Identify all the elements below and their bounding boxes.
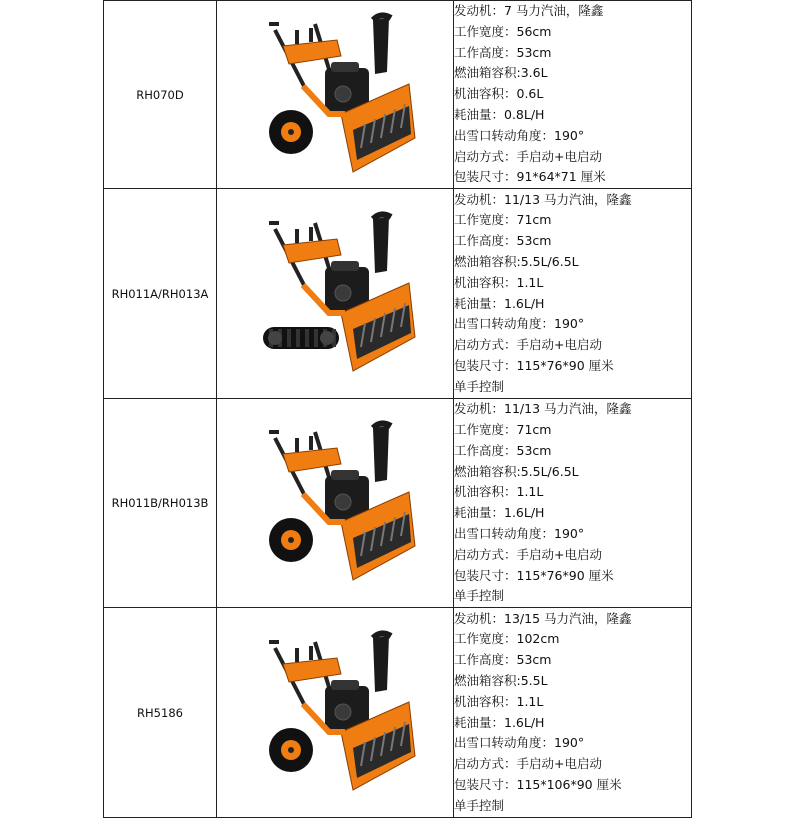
spec-line: 工作高度：53cm [454, 44, 552, 60]
spec-line: 启动方式：手启动+电启动 [454, 756, 602, 772]
photo-cell [217, 399, 454, 608]
snow-blower-wheeled-image [245, 418, 425, 588]
spec-line: 工作宽度：56cm [454, 23, 552, 39]
spec-line: 机油容积：1.1L [454, 274, 544, 290]
spec-line: 燃油箱容积:5.5L/6.5L [454, 254, 579, 270]
model-cell [104, 399, 217, 608]
spec-line: 工作高度：53cm [454, 233, 552, 249]
spec-line: 发动机：7 马力汽油，隆鑫 [454, 3, 604, 18]
spec-line: 单手控制 [454, 797, 505, 813]
table-row [104, 399, 692, 608]
model-cell [104, 189, 217, 399]
snow-blower-wheeled-image [245, 10, 425, 180]
model-name: RH011A/RH013A [111, 286, 209, 301]
snow-blower-wheeled-image [245, 628, 425, 798]
spec-line: 工作宽度：71cm [454, 421, 552, 437]
photo-cell [217, 189, 454, 399]
spec-line: 工作高度：53cm [454, 652, 552, 668]
spec-line: 机油容积：1.1L [454, 693, 544, 709]
spec-line: 燃油箱容积:5.5L [454, 673, 548, 689]
spec-line: 单手控制 [454, 588, 505, 604]
model-cell [104, 1, 217, 189]
model-name: RH5186 [137, 705, 183, 720]
spec-line: 耗油量：0.8L/H [454, 106, 545, 122]
spec-line: 启动方式：手启动+电启动 [454, 337, 602, 353]
specs-cell [454, 608, 692, 818]
spec-line: 发动机：11/13 马力汽油，隆鑫 [454, 191, 632, 207]
spec-line: 机油容积：1.1L [454, 484, 544, 500]
spec-line: 耗油量：1.6L/H [454, 714, 545, 730]
spec-line: 燃油箱容积:3.6L [454, 65, 548, 81]
table-row [104, 189, 692, 399]
spec-line: 出雪口转动角度：190° [454, 525, 585, 541]
photo-cell [217, 608, 454, 818]
spec-line: 工作高度：53cm [454, 442, 552, 458]
spec-line: 燃油箱容积:5.5L/6.5L [454, 463, 579, 479]
spec-line: 包装尺寸：115*76*90 厘米 [454, 567, 614, 583]
spec-line: 启动方式：手启动+电启动 [454, 148, 602, 164]
spec-line: 出雪口转动角度：190° [454, 316, 585, 332]
spec-line: 出雪口转动角度：190° [454, 127, 585, 143]
table-row [104, 1, 692, 189]
photo-cell [217, 1, 454, 189]
spec-line: 单手控制 [454, 378, 505, 394]
spec-line: 工作宽度：102cm [454, 631, 560, 647]
spec-line: 出雪口转动角度：190° [454, 735, 585, 751]
table-row [104, 608, 692, 818]
spec-line: 发动机：11/13 马力汽油，隆鑫 [454, 401, 632, 417]
snow-blower-tracked-image [245, 209, 425, 379]
spec-line: 工作宽度：71cm [454, 212, 552, 228]
spec-line: 启动方式：手启动+电启动 [454, 546, 602, 562]
spec-table [103, 0, 692, 818]
specs-cell [454, 1, 692, 189]
specs-cell [454, 189, 692, 399]
spec-line: 包装尺寸：115*106*90 厘米 [454, 777, 622, 793]
spec-line: 耗油量：1.6L/H [454, 505, 545, 521]
specs-cell [454, 399, 692, 608]
spec-line: 包装尺寸：115*76*90 厘米 [454, 358, 614, 374]
spec-line: 包装尺寸：91*64*71 厘米 [454, 169, 606, 185]
spec-line: 机油容积：0.6L [454, 86, 544, 102]
model-cell [104, 608, 217, 818]
spec-line: 发动机：13/15 马力汽油，隆鑫 [454, 610, 632, 626]
model-name: RH070D [136, 87, 184, 102]
spec-line: 耗油量：1.6L/H [454, 295, 545, 311]
model-name: RH011B/RH013B [111, 496, 209, 511]
